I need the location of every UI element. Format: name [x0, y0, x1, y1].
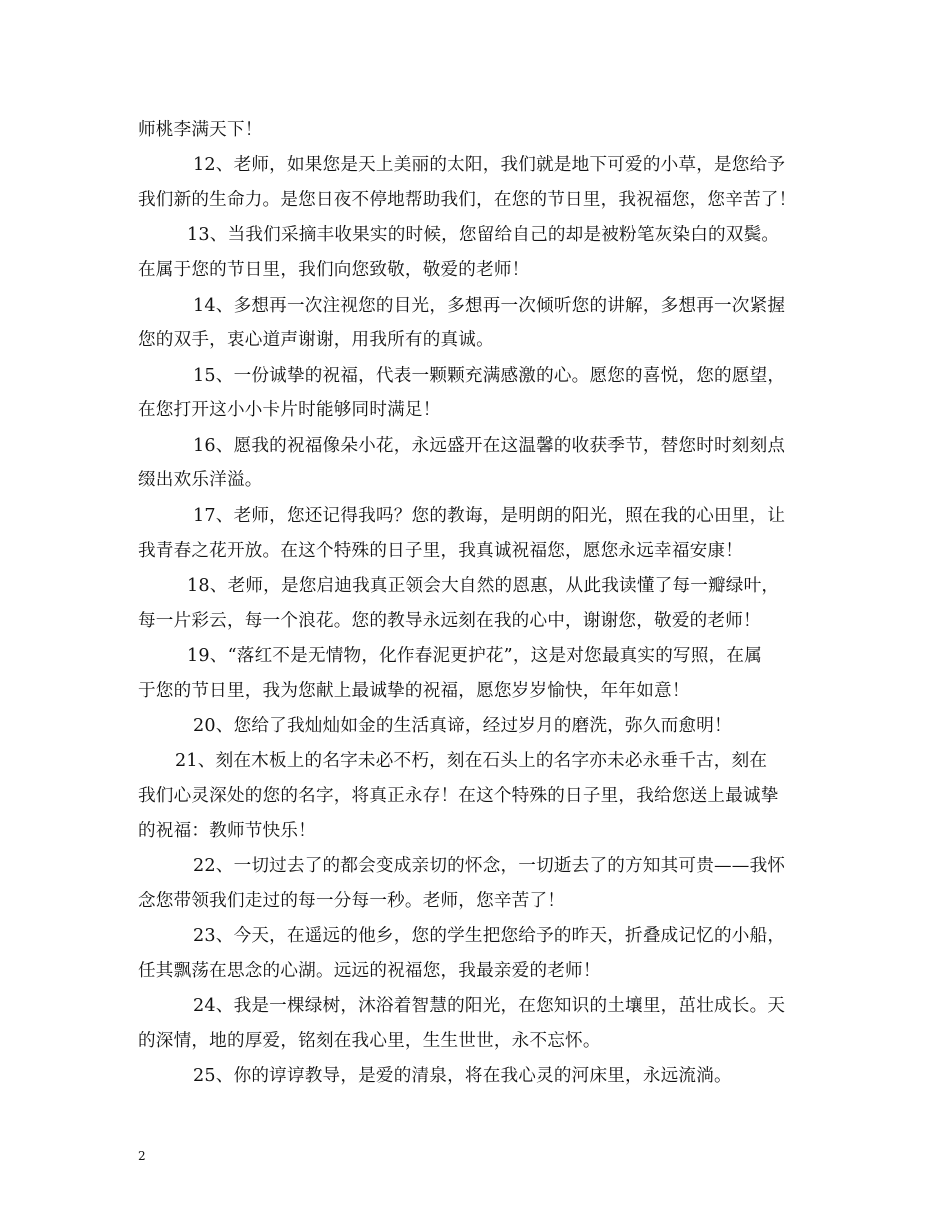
text-line: 在属于您的节日里，我们向您致敬，敬爱的老师！ — [138, 260, 530, 280]
text-line: 22、一切过去了的都会变成亲切的怀念，一切逝去了的方知其可贵——我怀 — [193, 856, 786, 876]
text-line: 念您带领我们走过的每一分每一秒。老师，您辛苦了！ — [138, 891, 566, 911]
text-line: 于您的节日里，我为您献上最诚挚的祝福，愿您岁岁愉快，年年如意！ — [138, 681, 690, 701]
text-line: 的祝福：教师节快乐！ — [138, 821, 316, 841]
text-line: 师桃李满天下！ — [138, 120, 263, 140]
text-line: 我青春之花开放。在这个特殊的日子里，我真诚祝福您，愿您永远幸福安康！ — [138, 541, 743, 561]
text-line: 17、老师，您还记得我吗？您的教诲，是明朗的阳光，照在我的心田里，让 — [193, 506, 786, 526]
text-line: 24、我是一棵绿树，沐浴着智慧的阳光，在您知识的土壤里，茁壮成长。天 — [193, 996, 786, 1016]
text-line: 任其飘荡在思念的心湖。远远的祝福您，我最亲爱的老师！ — [138, 961, 601, 981]
text-line: 25、你的谆谆教导，是爱的清泉，将在我心灵的河床里，永远流淌。 — [193, 1066, 732, 1086]
text-line: 20、您给了我灿灿如金的生活真谛，经过岁月的磨洗，弥久而愈明！ — [193, 716, 732, 736]
text-line: 18、老师，是您启迪我真正领会大自然的恩惠，从此我读懂了每一瓣绿叶， — [187, 576, 780, 596]
text-line: 14、多想再一次注视您的目光，多想再一次倾听您的讲解，多想再一次紧握 — [193, 296, 786, 316]
text-line: 的深情，地的厚爱，铭刻在我心里，生生世世，永不忘怀。 — [138, 1031, 601, 1051]
text-line: 16、愿我的祝福像朵小花，永远盛开在这温馨的收获季节，替您时时刻刻点 — [193, 436, 786, 456]
text-line: 19、“落红不是无情物，化作春泥更护花”，这是对您最真实的写照，在属 — [187, 646, 762, 666]
text-line: 21、刻在木板上的名字未必不朽，刻在石头上的名字亦未必永垂千古，刻在 — [175, 751, 768, 771]
text-line: 我们心灵深处的您的名字，将真正永存！在这个特殊的日子里，我给您送上最诚挚 — [138, 786, 779, 806]
text-line: 23、今天，在遥远的他乡，您的学生把您给予的昨天，折叠成记忆的小船， — [193, 926, 786, 946]
text-line: 12、老师，如果您是天上美丽的太阳，我们就是地下可爱的小草，是您给予 — [193, 155, 786, 175]
text-line: 每一片彩云，每一个浪花。您的教导永远刻在我的心中，谢谢您，敬爱的老师！ — [138, 611, 761, 631]
text-line: 您的双手，衷心道声谢谢，用我所有的真诚。 — [138, 330, 494, 350]
text-line: 15、一份诚挚的祝福，代表一颗颗充满感激的心。愿您的喜悦，您的愿望， — [193, 366, 786, 386]
page-number: 2 — [138, 1149, 146, 1163]
text-line: 缀出欢乐洋溢。 — [138, 470, 263, 490]
text-line: 在您打开这小小卡片时能够同时满足！ — [138, 400, 441, 420]
text-line: 13、当我们采摘丰收果实的时候，您留给自己的却是被粉笔灰染白的双鬓。 — [187, 225, 780, 245]
text-line: 我们新的生命力。是您日夜不停地帮助我们，在您的节日里，我祝福您，您辛苦了！ — [138, 190, 797, 210]
